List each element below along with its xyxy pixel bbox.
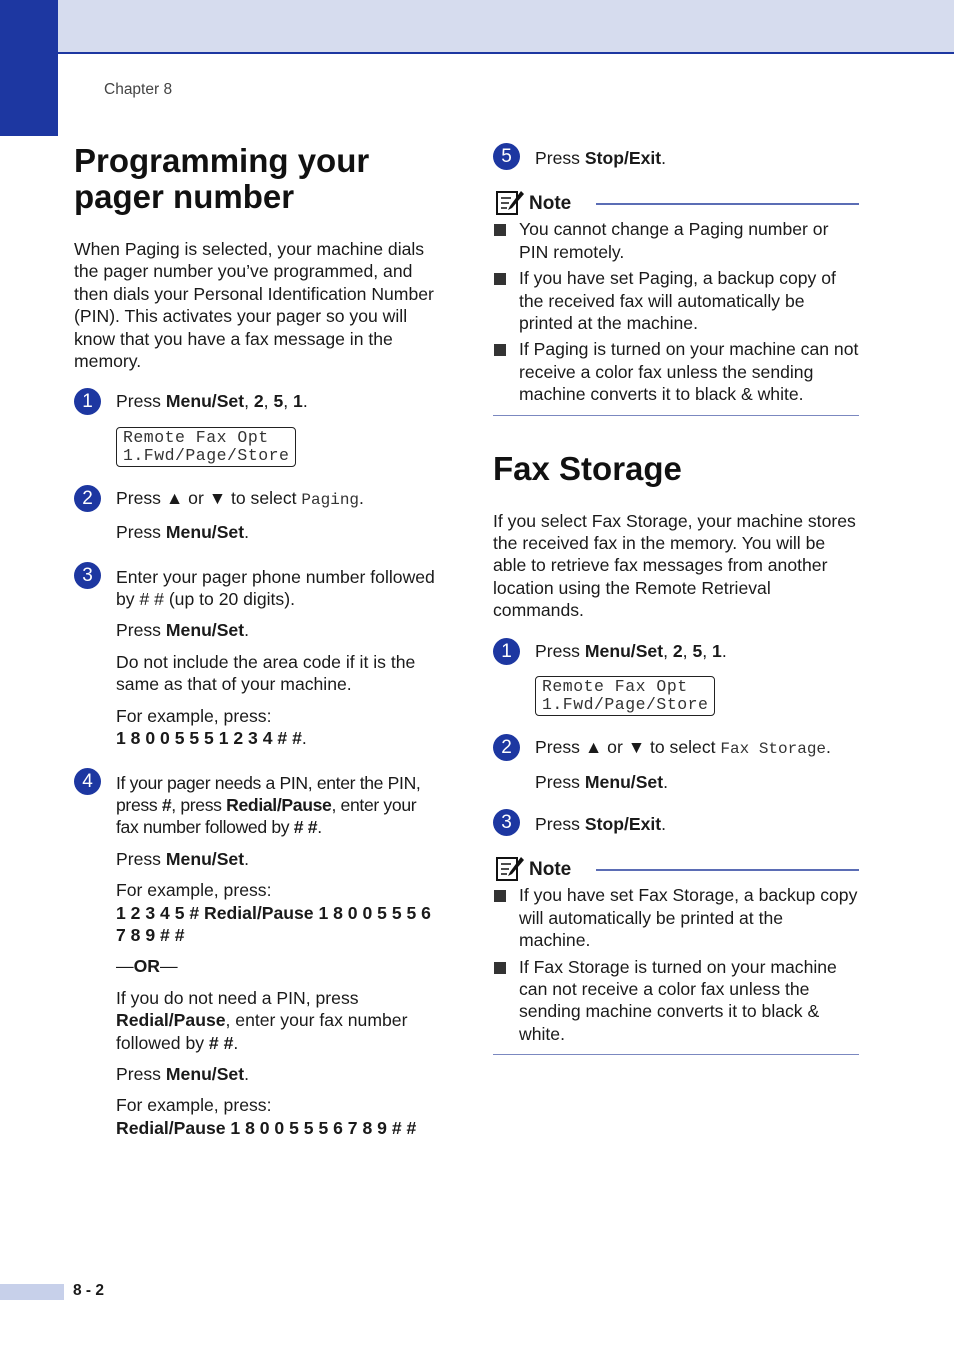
note-header — [493, 855, 859, 885]
note-title: Note — [529, 193, 572, 215]
or-separator: —OR— — [116, 956, 178, 977]
example-label: For example, press: — [116, 1095, 272, 1116]
step-text: Press Stop/Exit. — [535, 148, 667, 168]
press-menu-set: Press Menu/Set. — [535, 771, 668, 792]
lcd-display: Remote Fax Opt 1.Fwd/Page/Store — [116, 427, 296, 467]
note-item: If Paging is turned on your machine can not receive a color fax unless the sending machine converts it to black & white. — [493, 338, 859, 405]
press-menu-set: Press Menu/Set. — [116, 1063, 249, 1084]
note-box — [493, 855, 859, 1055]
step-number: 3 — [74, 562, 101, 589]
left-column — [74, 143, 439, 1139]
note-rule — [596, 869, 859, 871]
press-menu-set: Press Menu/Set. — [116, 848, 249, 869]
note-list — [493, 218, 859, 405]
page-number: 8 - 2 — [73, 1282, 105, 1299]
footer-band — [0, 1284, 64, 1300]
step-number: 4 — [74, 768, 101, 795]
step-number: 5 — [493, 143, 520, 170]
note-item: You cannot change a Paging number or PIN remotely. — [493, 218, 859, 263]
note-bottom-rule — [493, 1054, 859, 1055]
chapter-tab — [0, 0, 58, 136]
no-pin-text: If you do not need a PIN, press Redial/Pause, enter your fax number followed by # #. — [116, 987, 408, 1053]
press-menu-set: Press Menu/Set. — [116, 620, 249, 641]
step-3 — [493, 809, 859, 835]
note-list — [493, 884, 859, 1045]
step-number: 2 — [493, 734, 520, 761]
note-header — [493, 189, 859, 219]
note-rule — [596, 203, 859, 205]
step-2 — [493, 734, 859, 793]
section-title: Fax Storage — [493, 449, 682, 487]
example-value: Redial/Pause 1 8 0 0 5 5 5 6 7 8 9 # # — [116, 1117, 417, 1138]
note-bottom-rule — [493, 415, 859, 416]
right-column — [493, 143, 859, 1055]
step-text: Press Stop/Exit. — [535, 813, 667, 834]
section-title: Programming your pager number — [74, 142, 370, 215]
step-5 — [493, 143, 859, 169]
intro-paragraph: When Paging is selected, your machine dials the pager number you’ve programmed, and then dials your Personal Identification Number (PIN). This activates your pager so you will know that you have a fax message in the memory. — [74, 239, 434, 372]
step-text: Press Menu/Set, 2, 5, 1. — [535, 640, 727, 661]
step-number: 1 — [74, 388, 101, 415]
intro-paragraph: If you select Fax Storage, your machine stores the received fax in the memory. You will be able to retrieve fax messages from another location using the Remote Retrieval commands. — [493, 510, 856, 621]
note-item: If Fax Storage is turned on your machine can not receive a color fax unless the sending machine converts it to black & white. — [493, 956, 859, 1046]
step-text: Press Menu/Set, 2, 5, 1. — [116, 391, 308, 412]
example-label: For example, press: — [116, 880, 272, 901]
step-number: 2 — [74, 485, 101, 512]
step-text: Press ▲ or ▼ to select Paging. — [116, 487, 364, 509]
chapter-label: Chapter 8 — [104, 81, 173, 98]
note-title: Note — [529, 859, 572, 881]
press-menu-set: Press Menu/Set. — [116, 522, 249, 543]
step-text: If your pager needs a PIN, enter the PIN, press #, press Redial/Pause, enter your fax number followed by # #. — [116, 772, 421, 838]
note-pencil-icon — [495, 189, 525, 217]
step-1 — [493, 638, 859, 716]
note-item: If you have set Paging, a backup copy of the received fax will automatically be printed at the machine. — [493, 267, 859, 334]
note-item: If you have set Fax Storage, a backup copy will automatically be printed at the machine. — [493, 884, 859, 951]
lcd-display: Remote Fax Opt 1.Fwd/Page/Store — [535, 676, 715, 716]
header-band — [0, 0, 954, 54]
step-number: 3 — [493, 809, 520, 836]
step-2 — [74, 485, 439, 544]
area-code-note: Do not include the area code if it is the same as that of your machine. — [116, 651, 416, 695]
note-box — [493, 189, 859, 415]
example-value: 1 2 3 4 5 # Redial/Pause 1 8 0 0 5 5 5 6 7 8 9 # # — [116, 902, 431, 945]
example-value: 1 8 0 0 5 5 5 1 2 3 4 # #. — [116, 728, 307, 749]
note-pencil-icon — [495, 855, 525, 883]
step-text: Enter your pager phone number followed by # # (up to 20 digits). — [116, 566, 435, 610]
step-text: Press ▲ or ▼ to select Fax Storage. — [535, 737, 831, 759]
step-number: 1 — [493, 638, 520, 665]
example-label: For example, press: — [116, 705, 272, 726]
step-3 — [74, 562, 439, 750]
step-1 — [74, 388, 439, 466]
step-4 — [74, 768, 439, 1140]
